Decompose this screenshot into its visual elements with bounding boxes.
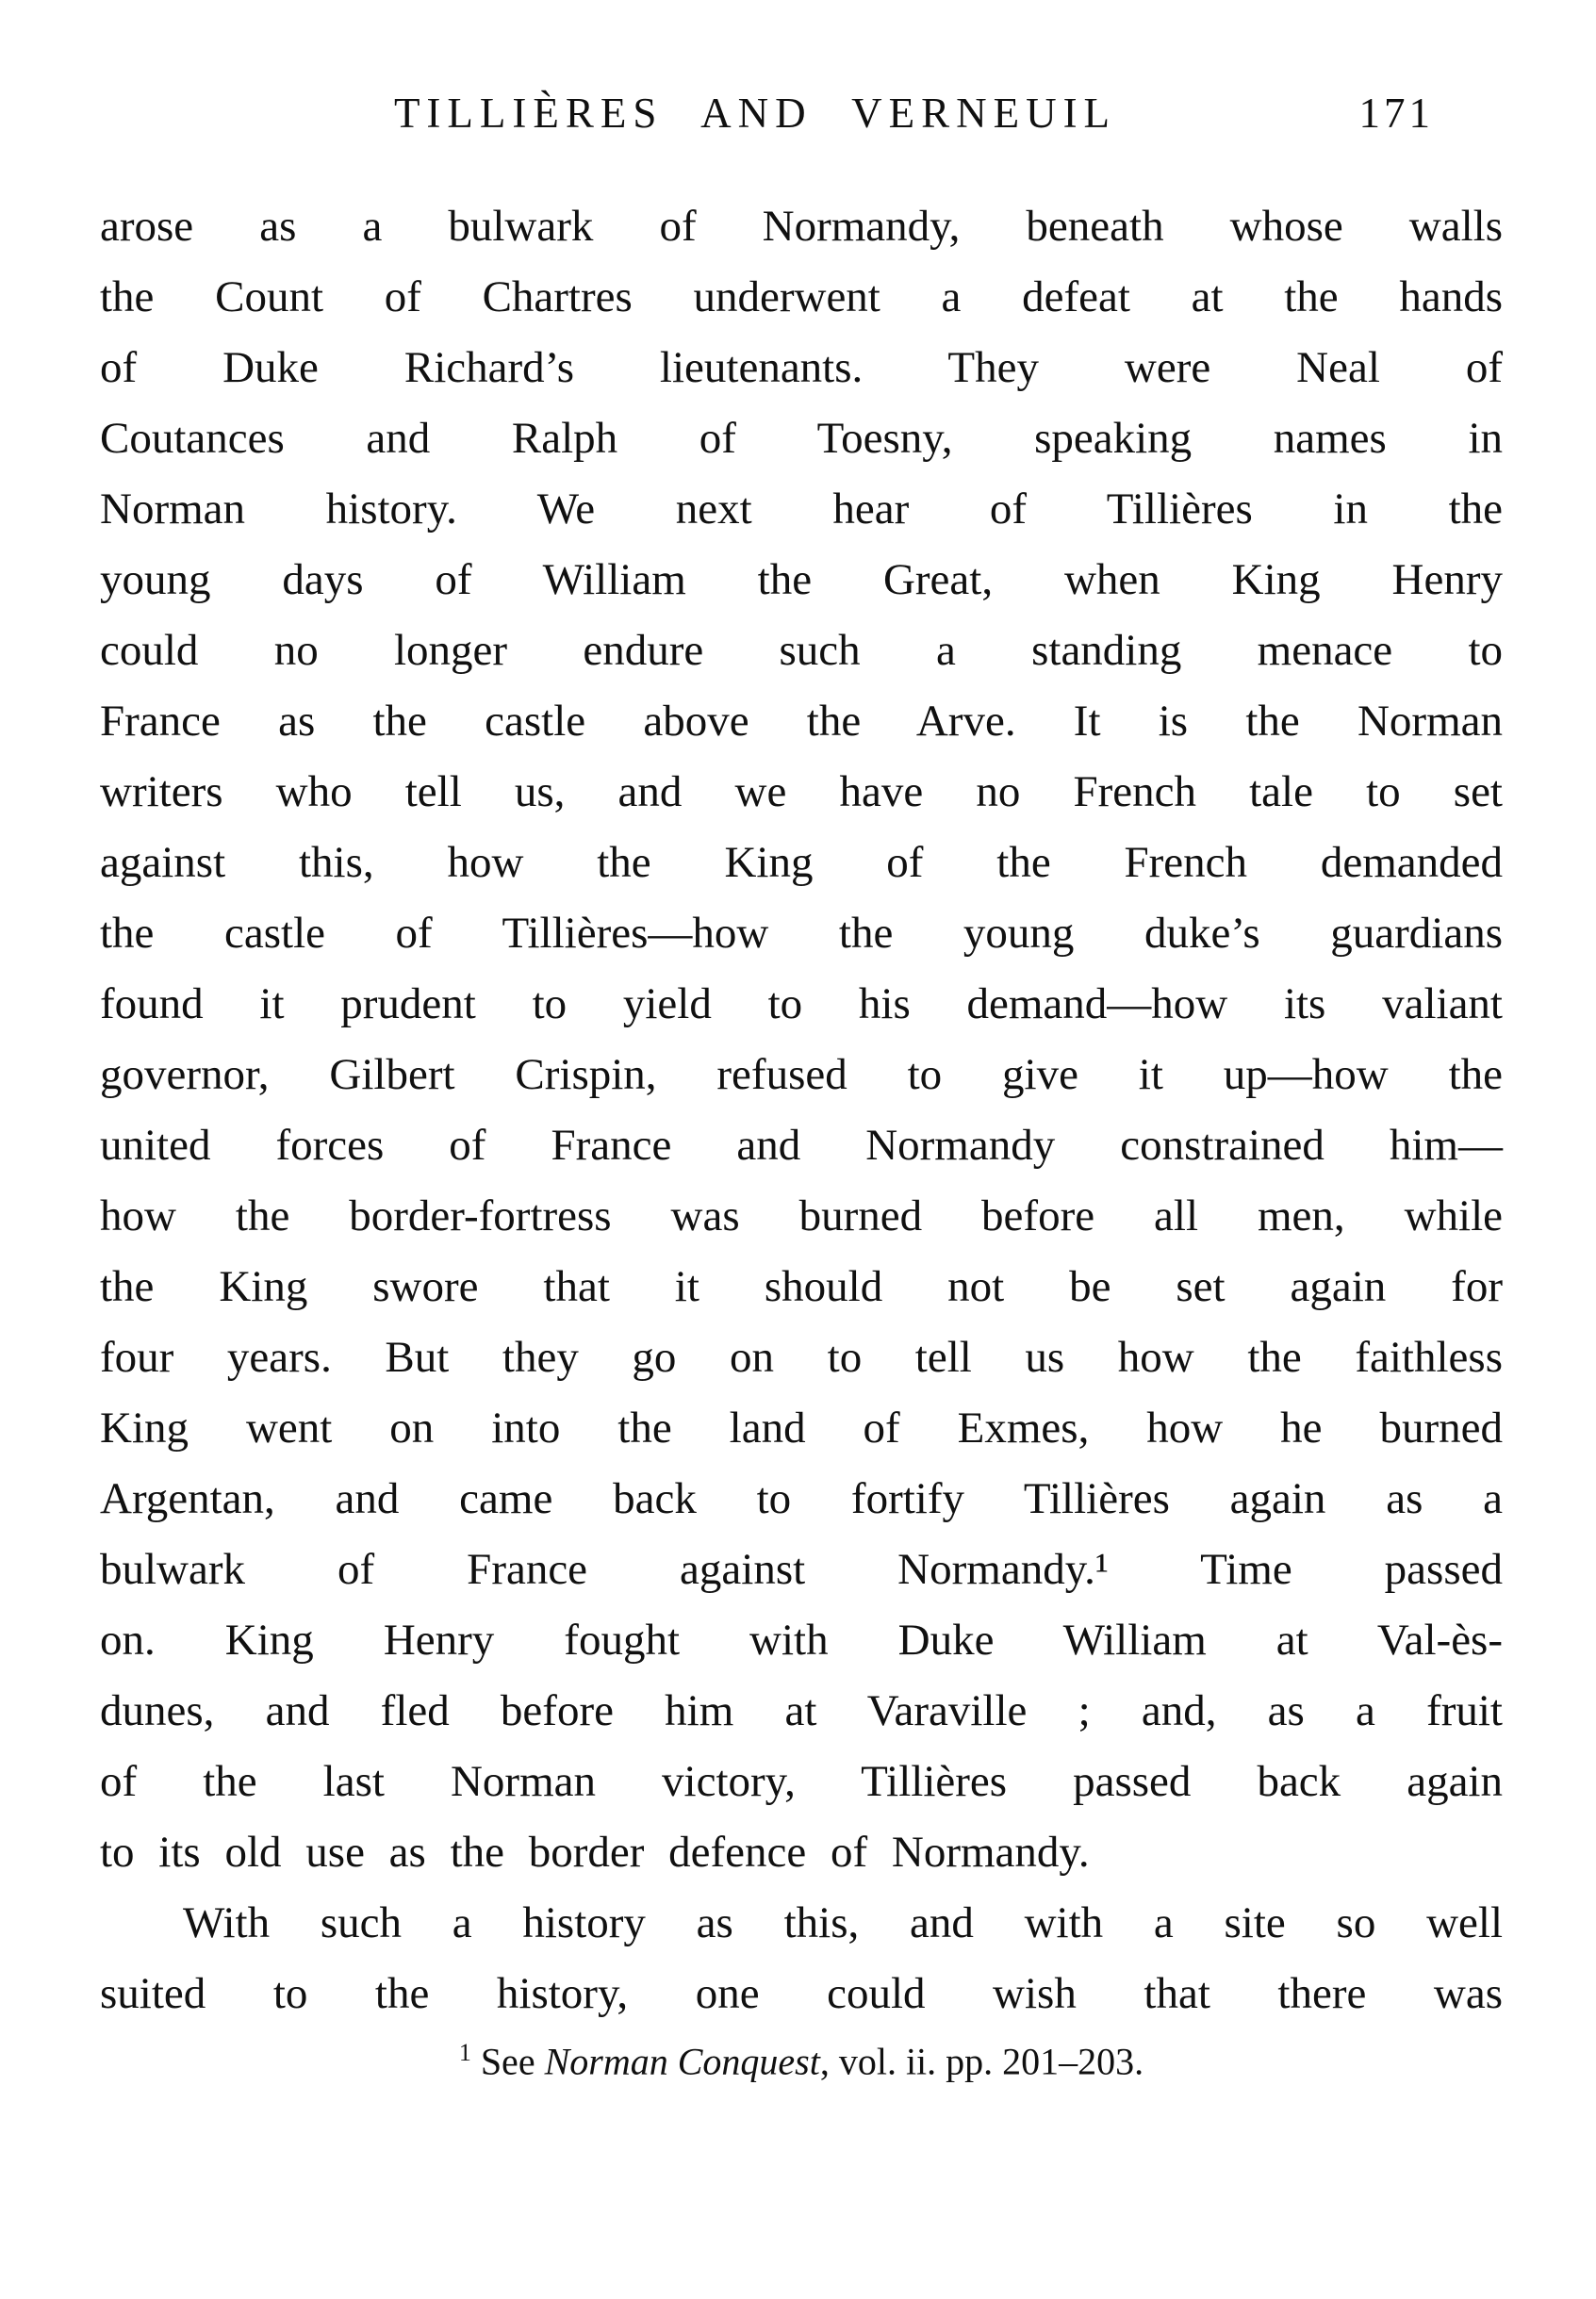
text-line: With such a history as this, and with a site so well bbox=[183, 1898, 1503, 1947]
text-line: France as the castle above the Arve. It is the Norman bbox=[100, 697, 1503, 746]
footnote bbox=[100, 2039, 1503, 2083]
text-line: could no longer endure such a standing menace to bbox=[100, 626, 1503, 675]
text-line: the castle of Tillières—how the young duke’s guardians bbox=[100, 909, 1503, 958]
text-line: dunes, and fled before him at Varaville ; and, as a fruit bbox=[100, 1686, 1503, 1735]
text-line: found it prudent to yield to his demand—how its valiant bbox=[100, 979, 1503, 1028]
text-line: Norman history. We next hear of Tillières in the bbox=[100, 484, 1503, 534]
footnote-citation: , vol. ii. pp. 201–203. bbox=[819, 2040, 1144, 2083]
text-line: young days of William the Great, when King Henry bbox=[100, 555, 1503, 604]
text-line: against this, how the King of the French demanded bbox=[100, 838, 1503, 887]
text-line: arose as a bulwark of Normandy, beneath whose walls bbox=[100, 202, 1503, 251]
text-block bbox=[100, 191, 1503, 2029]
text-line: four years. But they go on to tell us how the faithless bbox=[100, 1333, 1503, 1382]
text-line: bulwark of France against Normandy.¹ Time passed bbox=[100, 1545, 1503, 1594]
text-line: on. King Henry fought with Duke William at Val-ès- bbox=[100, 1616, 1503, 1665]
footnote-work-title: Norman Conquest bbox=[544, 2040, 820, 2083]
text-line: of Duke Richard’s lieutenants. They were Neal of bbox=[100, 343, 1503, 392]
text-line: Argentan, and came back to fortify Tillières again as a bbox=[100, 1474, 1503, 1523]
text-line: King went on into the land of Exmes, how he burned bbox=[100, 1404, 1503, 1453]
text-line: united forces of France and Normandy constrained him— bbox=[100, 1121, 1503, 1170]
text-line: of the last Norman victory, Tillières passed back again bbox=[100, 1757, 1503, 1806]
running-header-title: TILLIÈRES AND VERNEUIL bbox=[393, 90, 1117, 137]
text-line: the Count of Chartres underwent a defeat at the hands bbox=[100, 272, 1503, 321]
text-line: suited to the history, one could wish that there was bbox=[100, 1969, 1503, 2018]
footnote-marker: 1 bbox=[458, 2039, 471, 2066]
text-line: governor, Gilbert Crispin, refused to give it up—how the bbox=[100, 1050, 1503, 1099]
text-line: how the border-fortress was burned before all men, while bbox=[100, 1191, 1503, 1240]
text-line: Coutances and Ralph of Toesny, speaking names in bbox=[100, 414, 1503, 463]
text-line: writers who tell us, and we have no French tale to set bbox=[100, 767, 1503, 816]
footnote-see-text: See bbox=[480, 2040, 545, 2083]
text-line: the King swore that it should not be set again for bbox=[100, 1262, 1503, 1311]
text-line: to its old use as the border defence of Normandy. bbox=[100, 1828, 1090, 1877]
page-number: 171 bbox=[1358, 90, 1434, 137]
